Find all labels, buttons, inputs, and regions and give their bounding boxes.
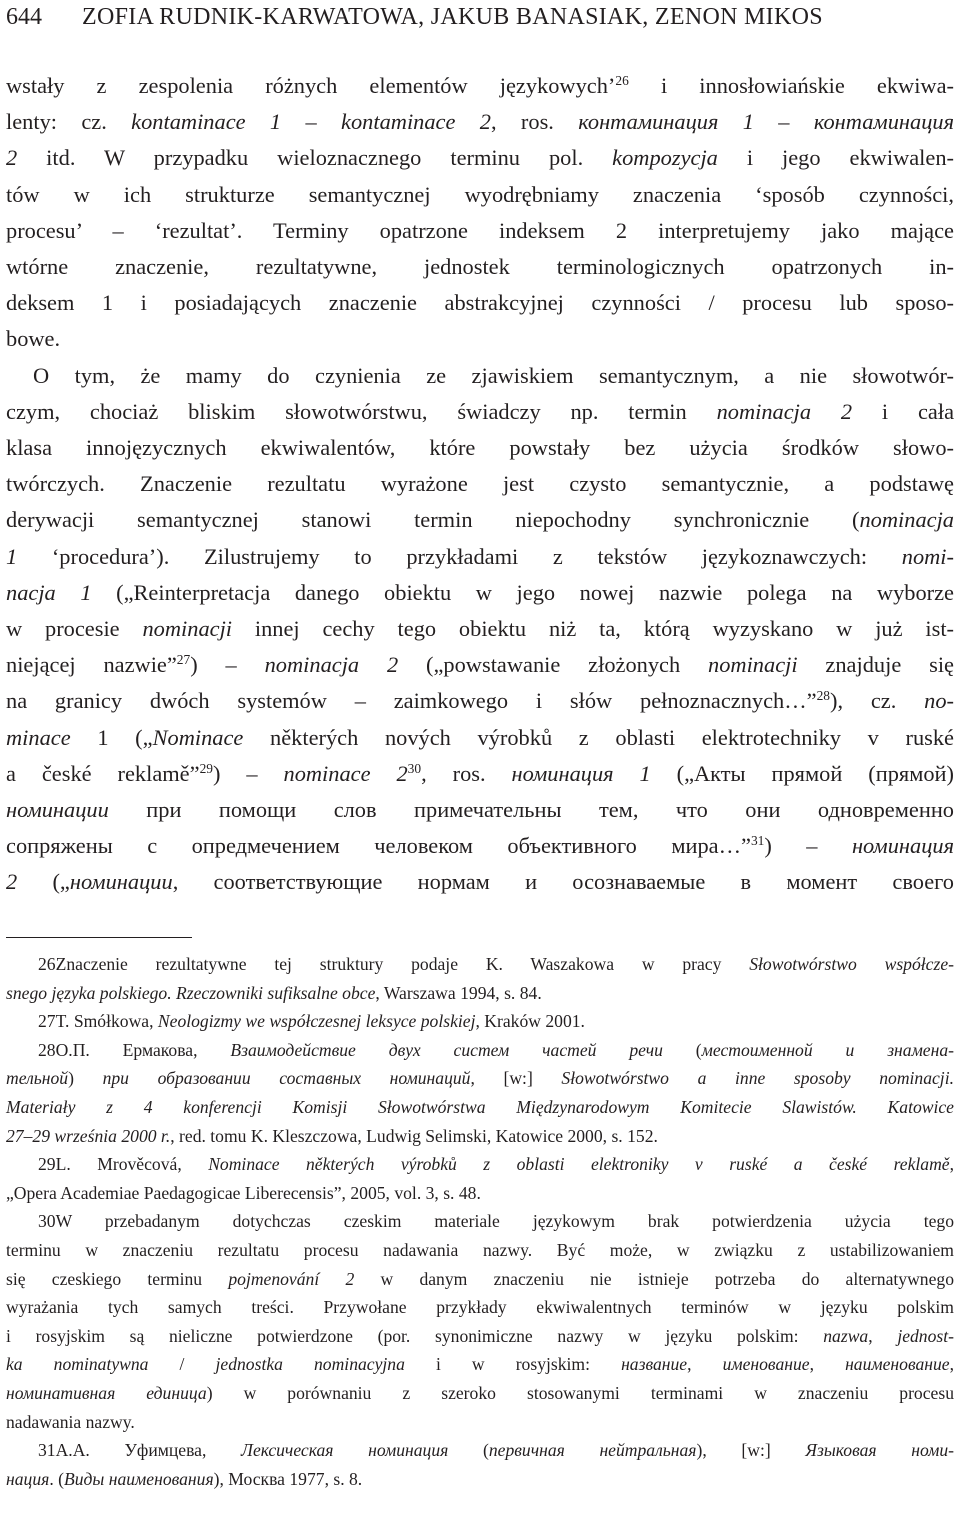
text-line: 27T. Smółkowa, Neologizmy we współczesnej leksyce polskiej, Kraków 2001. — [38, 1011, 585, 1032]
text-line: snego języka polskiego. Rzeczowniki sufiksalne obce, Warszawa 1994, s. 84. — [6, 982, 542, 1003]
footnote-27 — [6, 1007, 954, 1036]
text-line: wtórne znaczenie, rezultatywne, jednostek terminologicznych opatrzonych in- — [6, 254, 954, 280]
text-line: номинации при помощи слов примечательны тем, что они одновременно — [6, 797, 954, 823]
footnote-separator — [6, 937, 192, 938]
text-line: klasa innojęzycznych ekwiwalentów, które powstały bez użycia środków słowo- — [6, 435, 954, 461]
text-line: 26Znaczenie rezultatywne tej struktury podaje K. Waszakowa w pracy Słowotwórstwo współcze- — [38, 954, 954, 974]
text-line: niejącej nazwie”$^{27}$) – nominacja 2 („powstawanie złożonych nominacji znajduje się — [6, 652, 954, 678]
footnote-ref-26[interactable]: 26 — [615, 72, 629, 88]
text-line: minace 1 („Nominace některých nových výrobků z oblasti elektrotechniky v ruské — [6, 724, 954, 750]
text-line: нация. (Виды наименования), Москва 1977, s. 8. — [6, 1468, 363, 1489]
footnote-28 — [6, 1036, 954, 1150]
text-line: się czeskiego terminu pojmenování 2 w danym znaczeniu nie istnieje potrzeba do alternatywnego — [6, 1268, 954, 1289]
text-line: lenty: cz. kontaminace 1 – kontaminace 2, ros. контаминация 1 – контаминация — [6, 109, 955, 135]
text-line: 28О.П. Ермакова, Взаимодействие двух систем частей речи (местоименной и знамена- — [38, 1039, 954, 1060]
text-line: тельной) при образовании составных номинаций, [w:] Słowotwórstwo a inne sposoby nominacji. — [6, 1068, 954, 1089]
footnote-ref-31[interactable]: 31 — [750, 833, 765, 849]
text-line: wyrażania tych samych treści. Przywołane przykłady ekwiwalentnych terminów w języku polskim — [6, 1297, 954, 1318]
body-text — [6, 68, 954, 901]
text-line: 2 itd. W przypadku wieloznacznego terminu pol. kompozycja i jego ekwiwalen- — [6, 145, 954, 171]
text-line: tów w ich strukturze semantycznej wyodrębniamy znaczenia ‘sposób czynności, — [6, 181, 954, 207]
text-line: nacja 1 („Reinterpretacja danego obiektu w jego nowej nazwie polega na wyborze — [6, 579, 954, 605]
text-line: i rosyjskim są nieliczne potwierdzone (por. synonimiczne nazwy w języku polskim: nazwa, jednost- — [6, 1325, 954, 1346]
text-line: O tym, że mamy do czynienia ze zjawiskiem semantycznym, a nie słowotwór- — [33, 362, 954, 388]
text-line: номинативная единица) w porównaniu z szeroko stosowanymi terminami w znaczeniu procesu — [6, 1382, 954, 1403]
running-header — [6, 0, 823, 34]
footnote-ref-29[interactable]: 29 — [199, 760, 213, 776]
text-line: a české reklamě”$^{29}$) – nominace $2^{30}$, ros. номинация 1 („Акты прямой (прямой) — [6, 760, 954, 786]
footnote-ref-27[interactable]: 27 — [176, 652, 191, 668]
text-line: 29L. Mrověcová, Nominace některých výrobků z oblasti elektroniky v ruské a české reklamě, — [38, 1154, 954, 1175]
footnote-ref-30[interactable]: 30 — [407, 760, 422, 776]
text-line: 30W przebadanym dotychczas czeskim materiale językowym brak potwierdzenia użycia tego — [38, 1211, 954, 1232]
footnote-31 — [6, 1436, 954, 1493]
footnote-30 — [6, 1207, 954, 1436]
footnote-26 — [6, 950, 954, 1007]
text-line: Materiały z 4 konferencji Komisji Słowotwórstwa Międzynarodowym Komitecie Slawistów. Katowice — [6, 1096, 954, 1117]
text-line: derywacji semantycznej stanowi termin niepochodny synchronicznie (nominacja — [6, 507, 954, 533]
text-line: ka nominatywna / jednostka nominacyjna i w rosyjskim: название, именование, наименование, — [6, 1354, 955, 1375]
text-line: bowe. — [6, 326, 61, 352]
text-line: 1 ‘procedura’). Zilustrujemy to przykładami z tekstów językoznawczych: nomi- — [6, 543, 954, 569]
text-line: сопряжены с опредмечением человеком объективного мира…”$^{31}$) – номинация — [6, 833, 954, 859]
footnote-ref-28[interactable]: 28 — [816, 688, 830, 704]
text-line: 2 („номинации, соответствующие нормам и осознаваемые в момент своего — [6, 869, 954, 895]
footnote-29 — [6, 1150, 954, 1207]
paragraph-2 — [6, 358, 954, 901]
text-line: deksem 1 i posiadających znaczenie abstrakcyjnej czynności / procesu lub sposo- — [6, 290, 954, 316]
text-line: 31А.А. Уфимцева, Лексическая номинация (первичная нейтральная), [w:] Языковая номи- — [38, 1440, 954, 1461]
text-line: wstały z zespolenia różnych elementów językowych’$^{26}$ i innosłowiańskie ekwiwa- — [6, 72, 954, 98]
text-line: twórczych. Znaczenie rezultatu wyrażone jest czysto semantycznie, a podstawę — [6, 471, 954, 497]
text-line: na granicy dwóch systemów – zaimkowego i słów pełnoznacznych…”$^{28}$), cz. no- — [6, 688, 954, 714]
text-line: 27–29 września 2000 r., red. tomu K. Kleszczowa, Ludwig Selimski, Katowice 2000, s. 152. — [6, 1125, 658, 1146]
text-line: nadawania nazwy. — [6, 1411, 135, 1432]
paragraph-1 — [6, 68, 954, 358]
footnotes — [6, 950, 954, 1493]
text-line: terminu w znaczeniu rezultatu procesu nadawania nazwy. Być może, w związku z ustabilizowaniem — [6, 1239, 954, 1260]
text-line: czym, chociaż bliskim słowotwórstwu, świadczy np. termin nominacja 2 i cała — [6, 398, 955, 424]
text-line: „Opera Academiae Paedagogicae Liberecensis”, 2005, vol. 3, s. 48. — [6, 1182, 481, 1203]
text-line: w procesie nominacji innej cechy tego obiektu niż ta, którą wyzyskano w już ist- — [6, 616, 955, 642]
page-number: 644 — [6, 4, 42, 30]
text-line: procesu’ – ‘rezultat’. Terminy opatrzone indeksem 2 interpretujemy jako mające — [6, 217, 954, 243]
running-header-authors: ZOFIA RUDNIK-KARWATOWA, JAKUB BANASIAK, ZENON MIKOS — [82, 4, 823, 30]
